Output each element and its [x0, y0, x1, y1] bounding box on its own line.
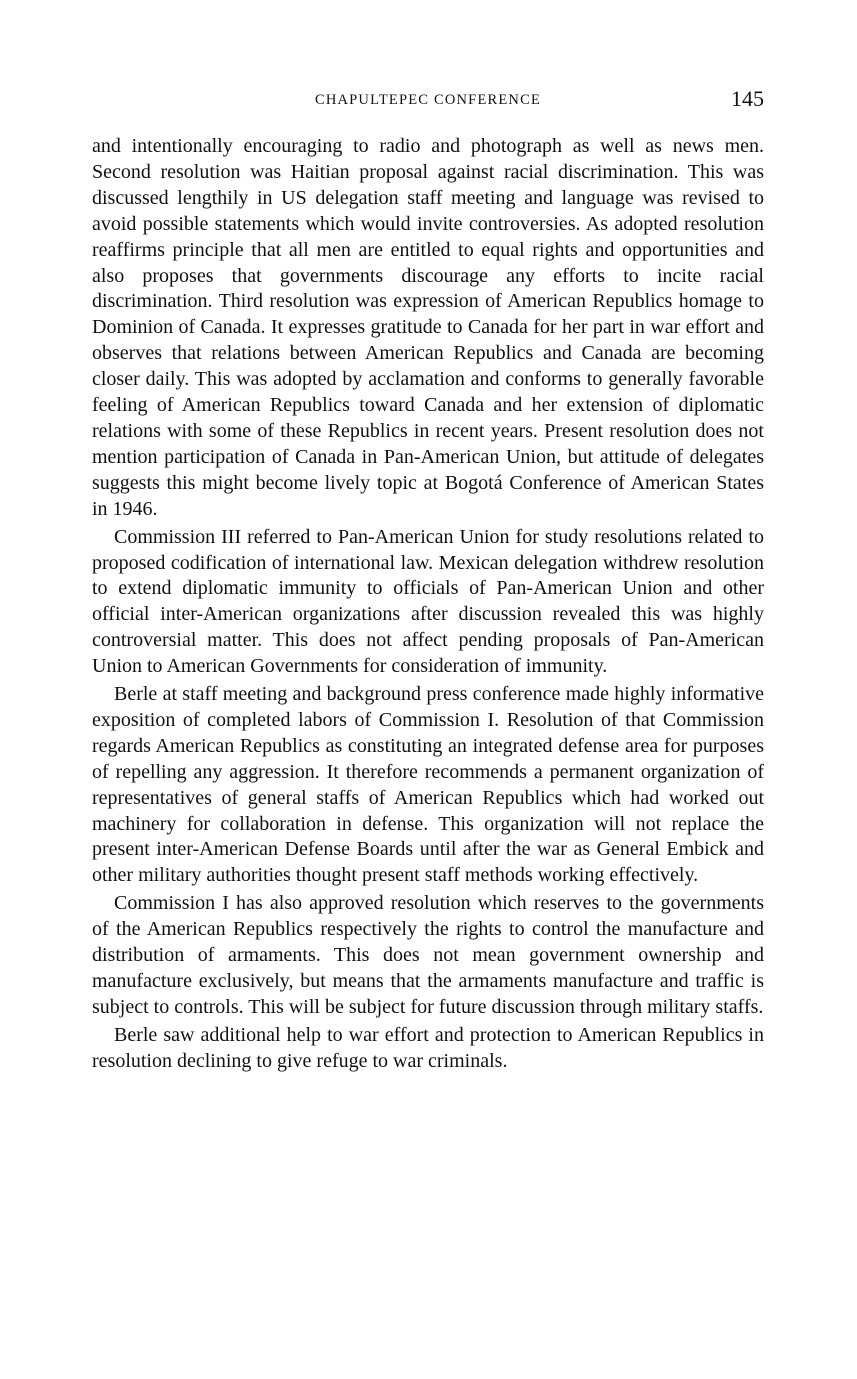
paragraph-berle-staff-meeting: Berle at staff meeting and background press conference made highly informative exposition of completed labors of Commission I. Resolution of that Commission regards American Republics as constituting an integrated defense area for purposes of repelling any aggression. It therefore recommends a permanent organization of representatives of general staffs of American Republics which had worked out machinery for collaboration in defense. This organization will not replace the present inter-American Defense Boards until after the war as General Embick and other military authorities thought present staff methods working effectively.	[92, 683, 764, 887]
paragraph-war-criminals: Berle saw additional help to war effort and protection to American Republics in resolution declining to give refuge to war criminals.	[92, 1023, 764, 1072]
paragraph-continued: and intentionally encouraging to radio and photograph as well as news men. Second resolution was Haitian proposal against racial discrimination. This was discussed lengthily in US delegation staff meeting and language was revised to avoid possible statements which would invite controversies. As adopted resolution reaffirms principle that all men are entitled to equal rights and opportunities and also proposes that governments discourage any efforts to incite racial discrimination. Third resolution was expression of American Republics homage to Dominion of Canada. It expresses gratitude to Canada for her part in war effort and observes that relations between American Republics and Canada are becoming closer daily. This was adopted by acclamation and conforms to generally favorable feeling of American Republics toward Canada and her extension of diplomatic relations with some of these Republics in recent years. Present resolution does not mention participation of Canada in Pan-American Union, but attitude of delegates suggests this might become lively topic at Bogotá Conference of American States in 1946.	[92, 135, 764, 520]
body-text	[92, 134, 764, 1077]
page-header	[92, 86, 764, 116]
page-number: 145	[731, 86, 764, 111]
running-head: CHAPULTEPEC CONFERENCE	[314, 92, 542, 108]
paragraph-armaments: Commission I has also approved resolution which reserves to the governments of the American Republics respectively the rights to control the manufacture and distribution of armaments. This does not mean government ownership and manufacture exclusively, but means that the armaments manufacture and traffic is subject to controls. This will be subject for future discussion through military staffs.	[92, 892, 764, 1018]
paragraph-commission-iii: Commission III referred to Pan-American Union for study resolutions related to proposed codification of international law. Mexican delegation withdrew resolution to extend diplomatic immunity to officials of Pan-American Union and other official inter-American organizations after discussion revealed this was highly controversial matter. This does not affect pending proposals of Pan-American Union to American Governments for consideration of immunity.	[92, 525, 764, 678]
